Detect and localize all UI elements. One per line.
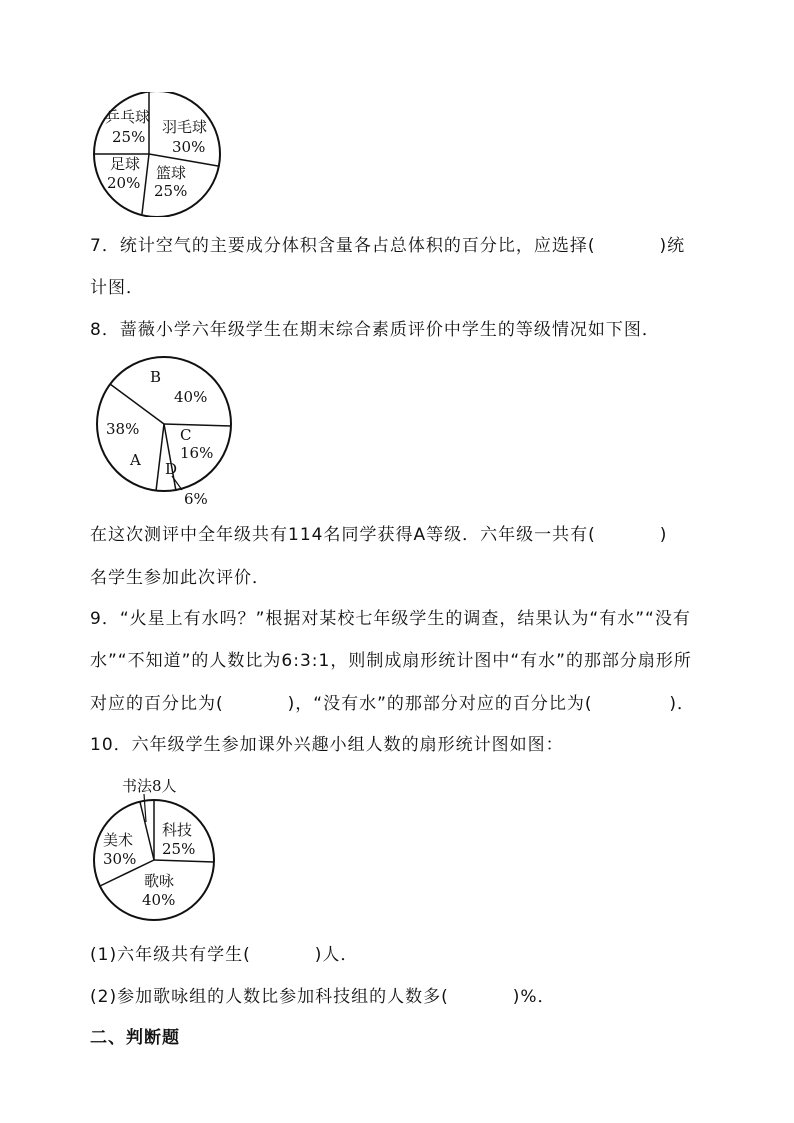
slice-value: 40% (142, 891, 176, 909)
pie-chart-interest-groups (88, 772, 228, 924)
question-8-line-1: 8．蔷薇小学六年级学生在期末综合素质评价中学生的等级情况如下图． (90, 320, 660, 340)
slice-value: 30% (172, 138, 206, 156)
section-title: 二、判断题 (90, 1028, 180, 1048)
slice-label: 羽毛球 (162, 118, 208, 136)
question-9-line-2: 水”“不知道”的人数比为6:3:1，则制成扇形统计图中“有水”的那部分扇形所 (90, 651, 692, 671)
slice-label: B (150, 368, 162, 386)
pie-interest-divider (154, 860, 214, 862)
question-10-sub-2: (2)参加歌咏组的人数比参加科技组的人数多( )%． (90, 987, 556, 1007)
pie-interest-svg (88, 772, 228, 924)
pie-chart-grades (94, 354, 234, 509)
slice-value: 25% (112, 128, 146, 146)
question-10-line-1: 10．六年级学生参加课外兴趣小组人数的扇形统计图如图： (90, 735, 564, 755)
slice-label: 美术 (103, 831, 134, 849)
slice-label: 歌咏 (144, 872, 175, 890)
slice-value: 6% (184, 490, 208, 508)
pie-grades-divider (164, 424, 231, 426)
question-9-line-1: 9．“火星上有水吗？”根据对某校七年级学生的调查，结果认为“有水”“没有 (90, 609, 691, 629)
question-7-line-2: 计图． (90, 278, 144, 298)
slice-label: 足球 (110, 155, 141, 173)
slice-label: 乒乓球 (105, 108, 151, 126)
pie-grades-divider (164, 424, 176, 491)
pie-grades-divider (156, 424, 164, 491)
pie-sports-divider (142, 154, 149, 214)
pie-interest-divider (140, 802, 154, 860)
pie-chart-sports (90, 92, 225, 217)
question-9-line-3: 对应的百分比为( )，“没有水”的那部分对应的百分比为( )． (90, 694, 696, 714)
question-7-line-1: 7．统计空气的主要成分体积含量各占总体积的百分比，应选择( )统 (90, 236, 686, 256)
pie-grades-svg (94, 354, 234, 509)
slice-value: 25% (162, 840, 196, 858)
slice-label: D (165, 460, 178, 478)
slice-label: A (130, 451, 141, 469)
question-8-line-3: 名学生参加此次评价． (90, 568, 270, 588)
slice-value: 40% (174, 388, 208, 406)
question-8-line-2: 在这次测评中全年级共有114名同学获得A等级．六年级一共有( ) (90, 525, 668, 545)
slice-value: 25% (154, 182, 188, 200)
slice-value: 20% (107, 174, 141, 192)
question-10-sub-1: (1)六年级共有学生( )人． (90, 945, 359, 965)
pie-grades-leader (172, 476, 182, 490)
pie-sports-svg (90, 92, 225, 217)
slice-label: 书法8人 (122, 777, 177, 795)
pie-grades-divider (110, 384, 164, 424)
slice-label: 科技 (162, 821, 193, 839)
slice-label: 篮球 (156, 164, 187, 182)
slice-label: C (180, 426, 192, 444)
slice-value: 16% (180, 444, 214, 462)
slice-value: 30% (103, 850, 137, 868)
slice-value: 38% (106, 420, 140, 438)
